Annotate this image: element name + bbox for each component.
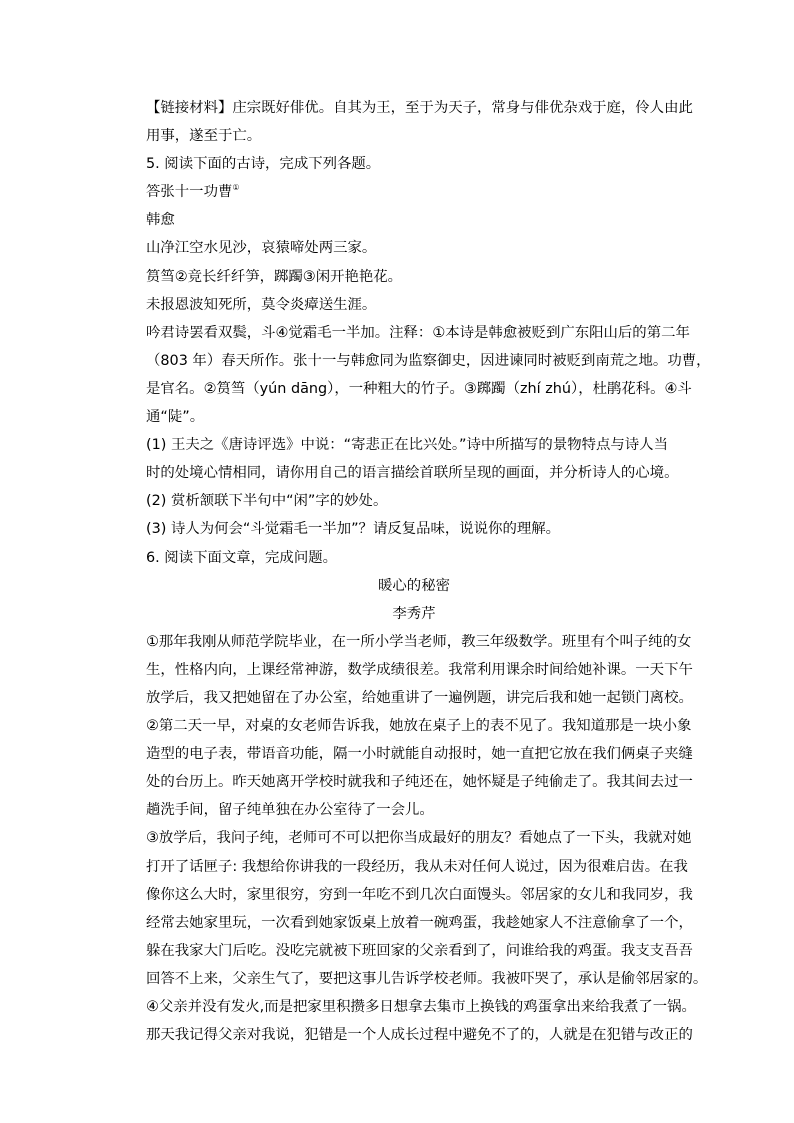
notes-line-2: （803 年）春天所作。张十一与韩愈同为监察御史，因进谏同时被贬到南荒之地。功曹， bbox=[146, 352, 711, 369]
poem-line-4-and-notes: 吟君诗罢看双鬓，斗④觉霜毛一半加。注释：①本诗是韩愈被贬到广东阳山后的第二年 bbox=[146, 324, 690, 341]
article-line-5: 造型的电子表，带语音功能，隔一小时就能自动报时，她一直把它放在我们俩桌子夹缝 bbox=[146, 746, 693, 763]
subquestion-1-line-2: 时的处境心情相同，请你用自己的语言描绘首联所呈现的画面，并分析诗人的心境。 bbox=[146, 465, 679, 482]
article-title: 暖心的秘密 bbox=[378, 577, 450, 594]
article-author: 李秀芹 bbox=[392, 605, 436, 622]
article-line-6: 处的台历上。昨天她离开学校时就我和子纯还在，她怀疑是子纯偷走了。我其间去过一 bbox=[146, 774, 693, 791]
article-line-3: 放学后，我又把她留在了办公室，给她重讲了一遍例题，讲完后我和她一起锁门离校。 bbox=[146, 689, 693, 706]
article-line-2: 生，性格内向，上课经常神游，数学成绩很差。我常利用课余时间给她补课。一天下午 bbox=[146, 661, 693, 678]
poem-line-1: 山净江空水见沙，哀猿啼处两三家。 bbox=[146, 240, 377, 257]
article-line-15: 那天我记得父亲对我说，犯错是一个人成长过程中避免不了的，人就是在犯错与改正的 bbox=[146, 1027, 693, 1044]
article-line-4: ②第二天一早，对桌的女老师告诉我，她放在桌子上的表不见了。我知道那是一块小象 bbox=[146, 718, 692, 735]
poem-line-3: 未报恩波知死所，莫令炎瘴送生涯。 bbox=[146, 296, 377, 313]
article-line-9: 打开了话匣子: 我想给你讲我的一段经历，我从未对任何人说过，因为很难启齿。在我 bbox=[146, 858, 688, 875]
article-line-8: ③放学后，我问子纯，老师可不可以把你当成最好的朋友？看她点了一下头，我就对她 bbox=[146, 830, 692, 847]
poem-author: 韩愈 bbox=[146, 212, 175, 229]
article-line-13: 回答不上来，父亲生气了，要把这事儿告诉学校老师。我被吓哭了，承认是偷邻居家的。 bbox=[146, 970, 708, 987]
poem-title-text: 答张十一功曹 bbox=[146, 184, 233, 201]
question-6-heading: 6. 阅读下面文章，完成问题。 bbox=[146, 549, 337, 566]
notes-line-3: 是官名。②筼筜（yún dāng），一种粗大的竹子。③踯躅（zhí zhú），杜鹃花科。④斗 bbox=[146, 380, 692, 397]
text-line-2: 用事，遂至于亡。 bbox=[146, 128, 262, 145]
text-line-1: 【链接材料】庄宗既好俳优。自其为王，至于为天子，常身与俳优杂戏于庭，伶人由此 bbox=[146, 100, 693, 116]
article-line-14: ④父亲并没有发火,而是把家里积攒多日想拿去集市上换钱的鸡蛋拿出来给我煮了一锅。 bbox=[146, 999, 696, 1015]
subquestion-3: (3) 诗人为何会“斗觉霜毛一半加”？请反复品味，说说你的理解。 bbox=[146, 521, 561, 538]
question-5-heading: 5. 阅读下面的古诗，完成下列各题。 bbox=[146, 156, 381, 173]
subquestion-2: (2) 赏析颔联下半句中“闲”字的妙处。 bbox=[146, 493, 388, 510]
poem-line-2: 筼筜②竞长纤纤笋，踯躅③闲开艳艳花。 bbox=[146, 268, 403, 285]
article-line-1: ①那年我刚从师范学院毕业，在一所小学当老师，教三年级数学。班里有个叫子纯的女 bbox=[146, 633, 692, 650]
poem-title bbox=[146, 178, 682, 206]
article-line-10: 像你这么大时，家里很穷，穷到一年吃不到几次白面馒头。邻居家的女儿和我同岁，我 bbox=[146, 886, 693, 903]
document-page bbox=[146, 94, 711, 1049]
notes-line-4: 通“陡”。 bbox=[146, 409, 205, 426]
article-line-11: 经常去她家里玩，一次看到她家饭桌上放着一碗鸡蛋，我趁她家人不注意偷拿了一个， bbox=[146, 914, 693, 931]
article-line-7: 趟洗手间，留子纯单独在办公室待了一会儿。 bbox=[146, 802, 434, 819]
subquestion-1-line-1: (1) 王夫之《唐诗评选》中说：“寄悲正在比兴处。”诗中所描写的景物特点与诗人当 bbox=[146, 437, 668, 454]
footnote-marker: ① bbox=[232, 183, 240, 193]
article-line-12: 躲在我家大门后吃。没吃完就被下班回家的父亲看到了，问谁给我的鸡蛋。我支支吾吾 bbox=[146, 942, 693, 959]
